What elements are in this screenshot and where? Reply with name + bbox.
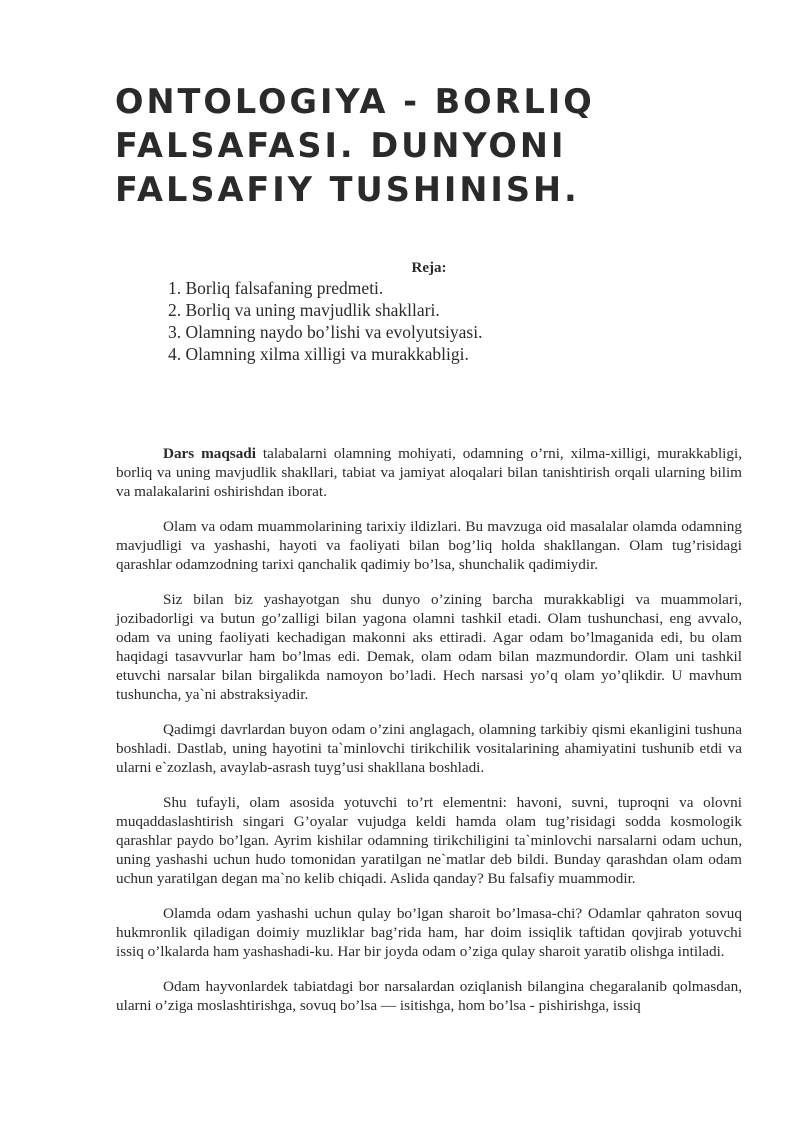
plan-item: 2. Borliq va uning mavjudlik shakllari. (168, 300, 440, 320)
plan-item: 1. Borliq falsafaning predmeti. (168, 278, 384, 298)
paragraph: Olamda odam yashashi uchun qulay bo’lgan sharoit bo’lmasa-chi? Odamlar qahraton sovuq hukmronlik qiladigan doimiy muzliklar bag’rida ham, har doim issiqlik taftidan qovjirab yotuvchi issiq o’lkalarda ham yashashadi-ku. Har bir joyda odam o’ziga qulay sharoit yaratib olishga intiladi. (116, 905, 742, 960)
paragraph: Shu tufayli, olam asosida yotuvchi to’rt elementni: havoni, suvni, tuproqni va olovni muqaddaslashtirish singari G’oyalar vujudga keldi hamda olam tug’risidagi sodda kosmologik qarashlar paydo bo’lgan. Ayrim kishilar odamning tirikchiligini ta`minlovchi narsalarni odam uchun, uning yashashi uchun hudo tomonidan yaratilgan ne`matlar deb bildi. Bunday qarashdan olam odam uchun yaratilgan degan ma`no kelib chiqadi. Aslida qanday? Bu falsafiy muammodir. (116, 794, 742, 887)
document-body (116, 444, 742, 1031)
paragraph: Siz bilan biz yashayotgan shu dunyo o’zining barcha murakkabligi va muammolari, jozibadorligi va butun go’zalligi bilan yagona olamni tashkil etadi. Olam tushunchasi, eng avvalo, odam va uning faoliyati kechadigan makonni aks ettiradi. Agar odam bo’lmaganida edi, bu olam haqidagi tasavvurlar ham bo’lmas edi. Demak, olam odam bilan mazmundordir. Olam uni tashkil etuvchi narsalar bilan birgalikda namoyon bo’ladi. Hech narsasi yo’q olam yo’qlikdir. U mavhum tushuncha, ya`ni abstraksiyadir. (116, 591, 742, 703)
plan-heading: Reja: (411, 260, 447, 276)
paragraph-lesson-goal (116, 444, 742, 501)
plan-item: 4. Olamning xilma xilligi va murakkabligi. (168, 344, 469, 364)
paragraph: Qadimgi davrlardan buyon odam o’zini anglagach, olamning tarkibiy qismi ekanligini tushuna boshladi. Dastlab, uning hayotini ta`minlovchi tirikchilik vositalarining ahamiyatini tushunib etdi va ularni e`zozlash, avaylab-asrash tuyg’usi shakllana boshladi. (116, 721, 742, 776)
document-title: ONTOLOGIYA - BORLIQ FALSAFASI. DUNYONI FALSAFIY TUSHINISH. (115, 82, 595, 209)
paragraph-text: talabalarni olamning mohiyati, odamning o’rni, xilma-xilligi, murakkabligi, borliq va uning mavjudlik shakllari, tabiat va jamiyat aloqalari bilan tanishtirish orqali ularning bilim va malakalarini oshirishdan iborat. (116, 445, 743, 500)
paragraph: Olam va odam muammolarining tarixiy ildizlari. Bu mavzuga oid masalalar olamda odamning mavjudligi va yashashi, hayoti va faoliyati bilan bog’liq holda shakllangan. Olam tug’risidagi qarashlar odamzodning tarixi qanchalik qadimiy bo’lsa, shunchalik qadimiydir. (116, 518, 742, 573)
paragraph: Odam hayvonlardek tabiatdagi bor narsalardan oziqlanish bilangina chegaralanib qolmasdan, ularni o’ziga moslashtirishga, sovuq bo’lsa — isitishga, hom bo’lsa - pishirishga, issiq (116, 978, 742, 1014)
paragraph-lead: Dars maqsadi (163, 445, 256, 462)
plan-item: 3. Olamning naydo bo’lishi va evolyutsiyasi. (168, 322, 483, 342)
plan-list (168, 277, 482, 365)
